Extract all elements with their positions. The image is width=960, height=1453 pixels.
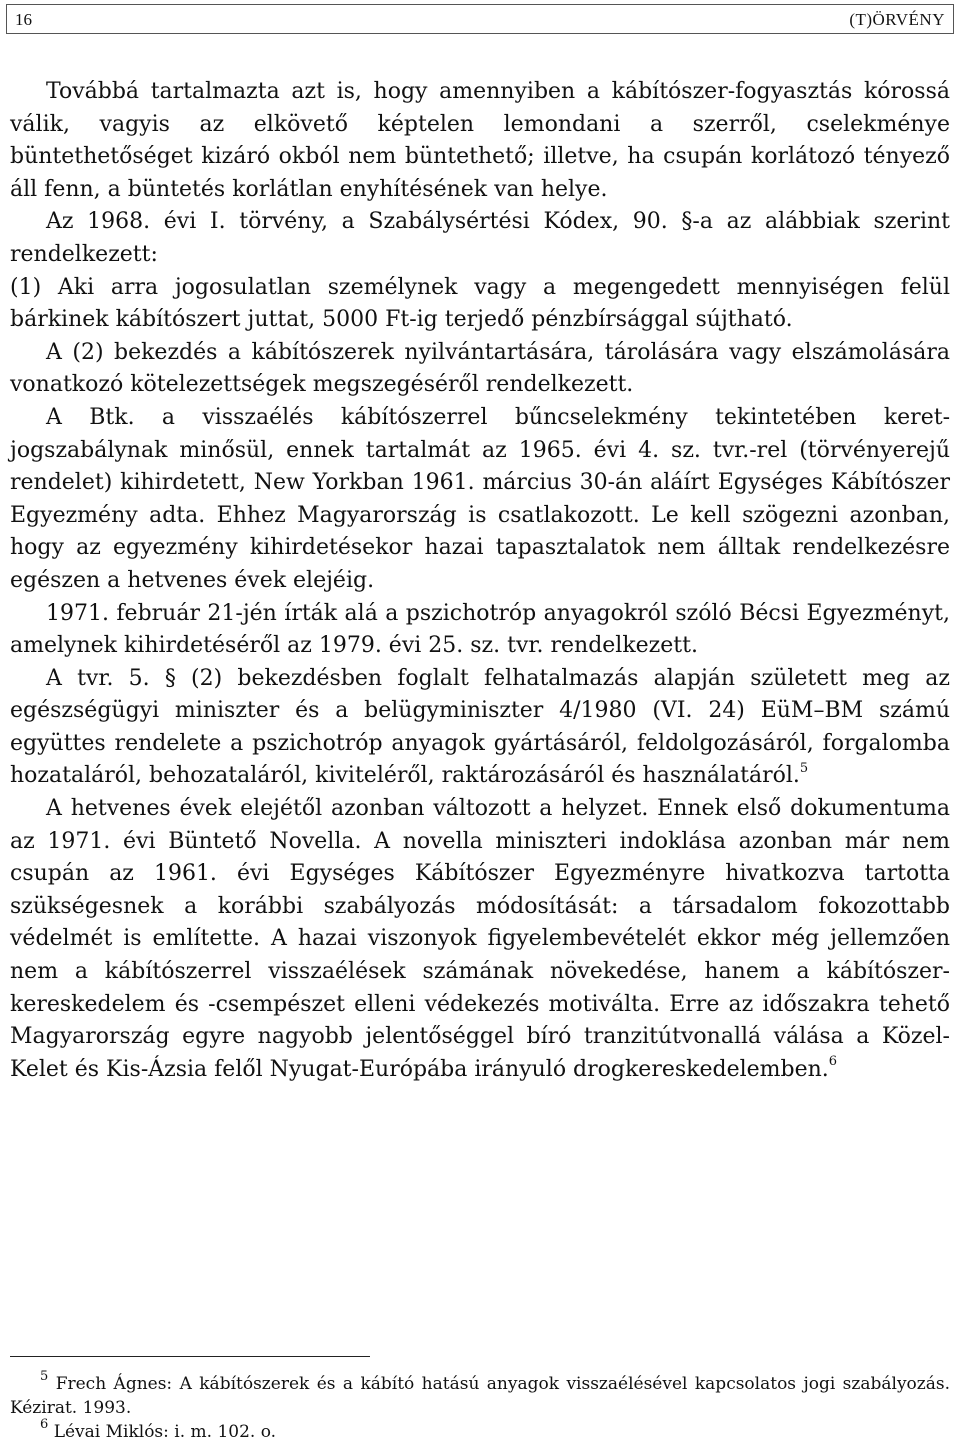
paragraph-with-footnote [10,793,950,1086]
page-header [6,4,954,34]
footnote-number: 6 [40,1417,49,1433]
paragraph: Az 1968. évi I. törvény, a Szabálysértési Kódex, 90. §-a az alábbiak szerint rendelkezett: [10,209,950,267]
paragraph: (1) Aki arra jogosulatlan személynek vagy a megengedett mennyiségen felül bárkinek kábítószert juttat, 5000 Ft-ig terjedő pénzbírsággal sújtható. [10,274,950,333]
body-text [10,76,950,1086]
footnotes [10,1369,950,1444]
paragraph-with-footnote [10,663,950,793]
footnote [10,1417,950,1444]
footnote-number: 5 [40,1369,49,1385]
footnote-text: Lévai Miklós: i. m. 102. o. [53,1422,277,1442]
footnote-text: Frech Ágnes: A kábítószerek és a kábító hatású anyagok visszaélésével kapcsolatos jogi szabályozás. Kézirat. 1993. [10,1374,950,1418]
footnote-separator [10,1356,370,1357]
footnote [10,1369,950,1420]
page-number: 16 [15,10,32,29]
paragraph: A Btk. a visszaélés kábítószerrel bűncselekmény tekintetében keretjogszabálynak minősül, ennek tartalmát az 1965. évi 4. sz. tvr.-rel (törvényerejű rendelet) kihirdetett, New Yorkban 1961. március 30-án aláírt Egységes Kábítószer Egyezmény adta. Ehhez Magyarország is csatlakozott. Le kell szögezni azonban, hogy az egyezmény kihirdetésekor hazai tapasztalatok nem álltak rendelkezésre egészen a hetvenes évek elejéig. [10,404,950,593]
paragraph: 1971. február 21-jén írták alá a pszichotróp anyagokról szóló Bécsi Egyezményt, amelynek kihirdetéséről az 1979. évi 25. sz. tvr. rendelkezett. [10,600,950,659]
journal-title: (T)ÖRVÉNY [849,10,945,29]
paragraph-text: A hetvenes évek elejétől azonban változott a helyzet. Ennek első dokumentuma az 1971. évi Büntető Novella. A novella miniszteri indoklása azonban már nem csupán az 1961. évi Egységes Kábítószer Egyezményre hivatkozva tartotta szükségesnek a korábbi szabályozás módosítását: a társadalom fokozottabb védelmét is említette. A hazai viszonyok figyelembevételét ekkor még jellemzően nem a kábítószerrel visszaélések számának növekedése, hanem a kábítószer-kereskedelem és -csempészet elleni védekezés motiválta. Erre az időszakra tehető Magyarország egyre nagyobb jelentőséggel bíró tranzitútvonallá válása a Közel-Kelet és Kis-Ázsia felől Nyugat-Európába irányuló drogkereskedelemben. [10,796,950,1082]
footnote-reference[interactable]: 5 [799,761,809,777]
footnote-reference[interactable]: 6 [828,1054,838,1070]
paragraph-text: A tvr. 5. § (2) bekezdésben foglalt felhatalmazás alapján született meg az egészségügyi miniszter és a belügyminiszter 4/1980 (VI. 24) EüM–BM számú együttes rendelete a pszichotróp anyagok gyártásáról, feldolgozásáról, forgalomba hozataláról, behozataláról, kiviteléről, raktározásáról és használatáról. [10,665,950,789]
paragraph: Továbbá tartalmazta azt is, hogy amennyiben a kábítószer-fogyasztás kórossá válik, vagyis az elkövető képtelen lemondani a szerről, cselekménye büntethetőséget kizáró okból nem büntethető; illetve, ha csupán korlátozó tényező áll fenn, a büntetés korlátlan enyhítésének van helye. [10,79,950,202]
paragraph: A (2) bekezdés a kábítószerek nyilvántartására, tárolására vagy elszámolására vonatkozó kötelezettségek megszegéséről rendelkezett. [10,339,950,398]
